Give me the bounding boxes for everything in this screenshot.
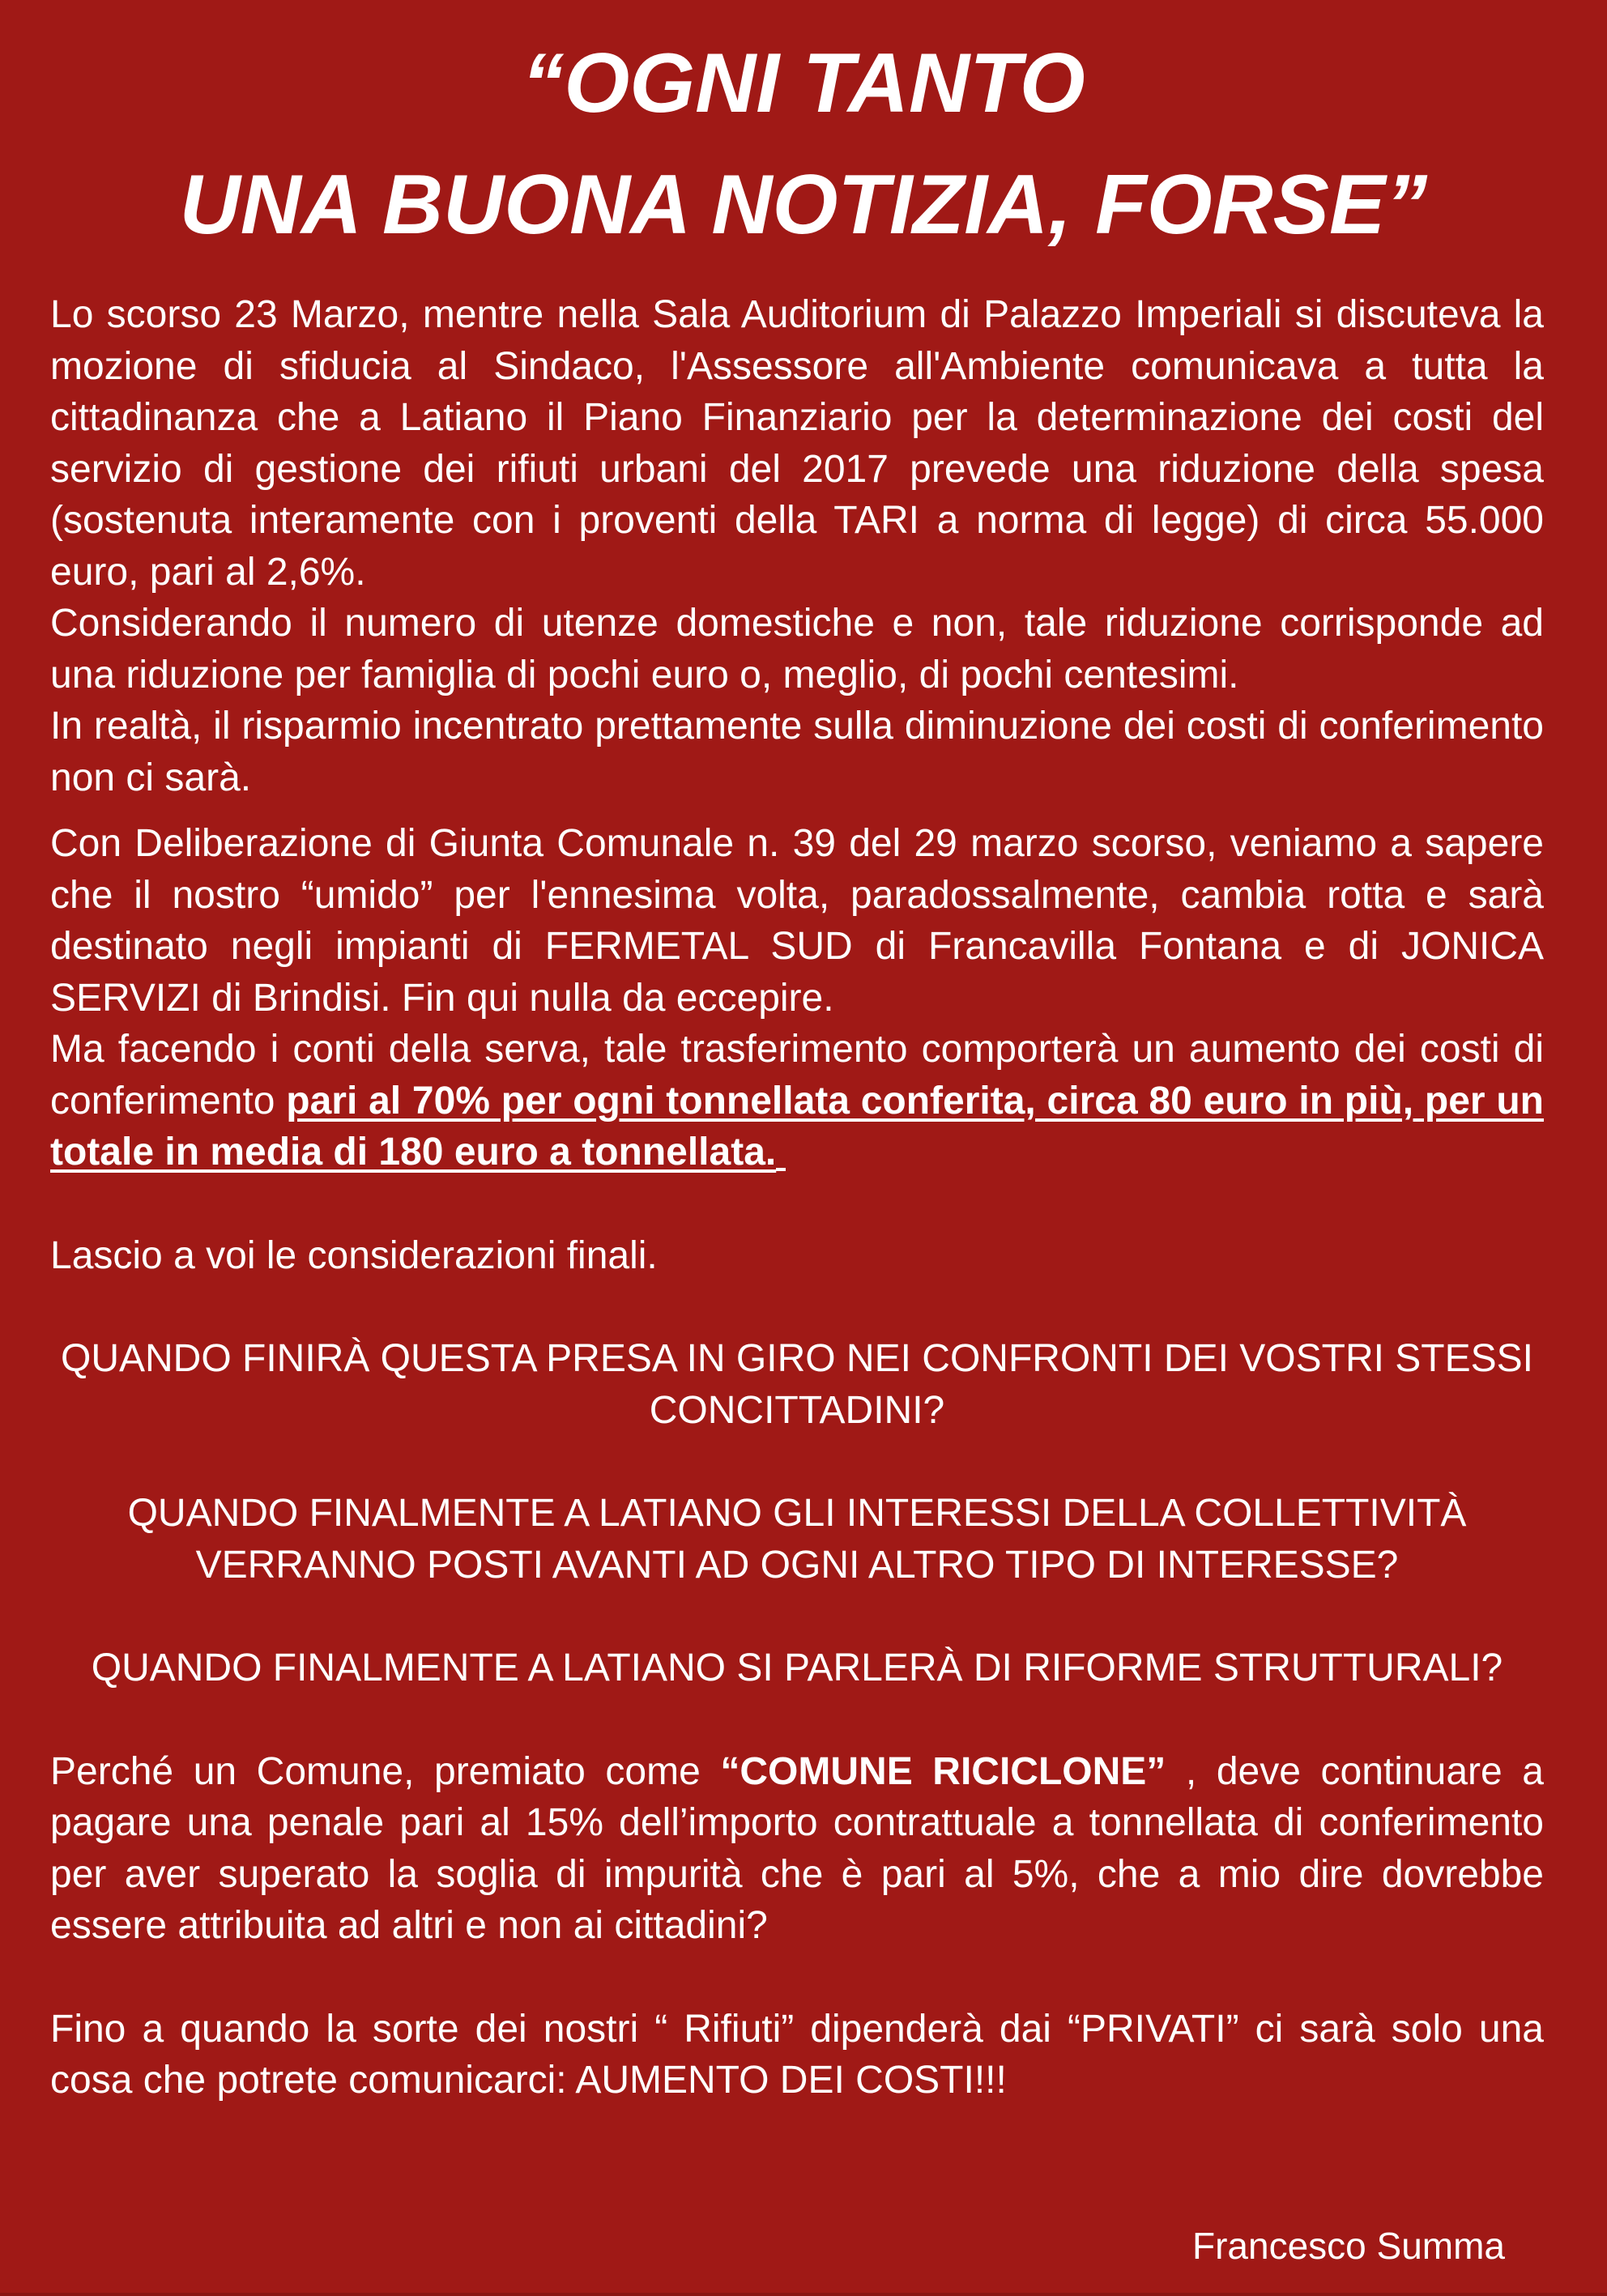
underline-tail xyxy=(776,1167,786,1171)
spacer xyxy=(50,1436,1544,1488)
paragraph-3: In realtà, il risparmio incentrato prettamente sulla diminuzione dei costi di conferimento non ci sarà. xyxy=(50,705,1544,799)
spacer xyxy=(50,1591,1544,1642)
paragraph-7-start: Perché un Comune, premiato come xyxy=(50,1749,721,1793)
paragraph-7 xyxy=(50,1746,1544,1952)
spacer xyxy=(50,1281,1544,1333)
article-body xyxy=(50,289,1544,2106)
paragraph-8: Fino a quando la sorte dei nostri “ Rifiuti” dipenderà dai “PRIVATI” ci sarà solo una cosa che potrete comunicarci: AUMENTO DEI COSTI!!! xyxy=(50,2007,1544,2102)
question-3: QUANDO FINALMENTE A LATIANO SI PARLERÀ DI RIFORME STRUTTURALI? xyxy=(91,1646,1503,1689)
highlighted-cost-text: pari al 70% per ogni tonnellata conferita, circa 80 euro in più, per un totale in media di 180 euro a tonnellata. xyxy=(50,1079,1545,1174)
question-1: QUANDO FINIRÀ QUESTA PRESA IN GIRO NEI CONFRONTI DEI VOSTRI STESSI CONCITTADINI? xyxy=(60,1337,1534,1432)
title-line-1: “OGNI TANTO xyxy=(522,36,1085,130)
paragraph-4: Con Deliberazione di Giunta Comunale n. 39 del 29 marzo scorso, veniamo a sapere che il nostro “umido” per l'ennesima volta, paradossalmente, cambia rotta e sarà destinato negli impianti di FERMETAL SUD di Francavilla Fontana e di JONICA SERVIZI di Brindisi. Fin qui nulla da eccepire. xyxy=(50,822,1544,1020)
paragraph-5-text: Ma facendo i conti della serva, tale trasferimento comporterà un aumento dei costi di conferimento xyxy=(50,1028,1544,1122)
title-line-2: UNA BUONA NOTIZIA, FORSE” xyxy=(179,158,1428,252)
paragraph-2: Considerando il numero di utenze domestiche e non, tale riduzione corrisponde ad una riduzione per famiglia di pochi euro o, meglio, di pochi centesimi. xyxy=(50,602,1544,696)
page-title xyxy=(0,23,1607,266)
paragraph-5 xyxy=(50,1024,1544,1178)
author-signature: Francesco Summa xyxy=(1191,2225,1505,2267)
spacer xyxy=(50,1178,1544,1230)
paragraph-7-end: , deve continuare a pagare una penale pari al 15% dell’importo contrattuale a tonnellata di conferimento per aver superato la soglia di impurità che è pari al 5%, che a mio dire dovrebbe essere attribuita ad altri e non ai cittadini? xyxy=(50,1749,1544,1947)
bottom-divider xyxy=(0,2293,1607,2296)
question-2: QUANDO FINALMENTE A LATIANO GLI INTERESSI DELLA COLLETTIVITÀ VERRANNO POSTI AVANTI AD OGNI ALTRO TIPO DI INTERESSE? xyxy=(127,1492,1467,1587)
spacer xyxy=(50,1694,1544,1746)
paragraph-1: Lo scorso 23 Marzo, mentre nella Sala Auditorium di Palazzo Imperiali si discuteva la mozione di sfiducia al Sindaco, l'Assessore all'Ambiente comunicava a tutta la cittadinanza che a Latiano il Piano Finanziario per la determinazione dei costi del servizio di gestione dei rifiuti urbani del 2017 prevede una riduzione della spesa (sostenuta interamente con i proventi della TARI a norma di legge) di circa 55.000 euro, pari al 2,6%. xyxy=(50,293,1544,594)
spacer xyxy=(50,803,1544,818)
comune-riciclone-label: “COMUNE RICICLONE” xyxy=(720,1749,1166,1793)
spacer xyxy=(50,1952,1544,2004)
paragraph-6: Lascio a voi le considerazioni finali. xyxy=(50,1233,658,1277)
